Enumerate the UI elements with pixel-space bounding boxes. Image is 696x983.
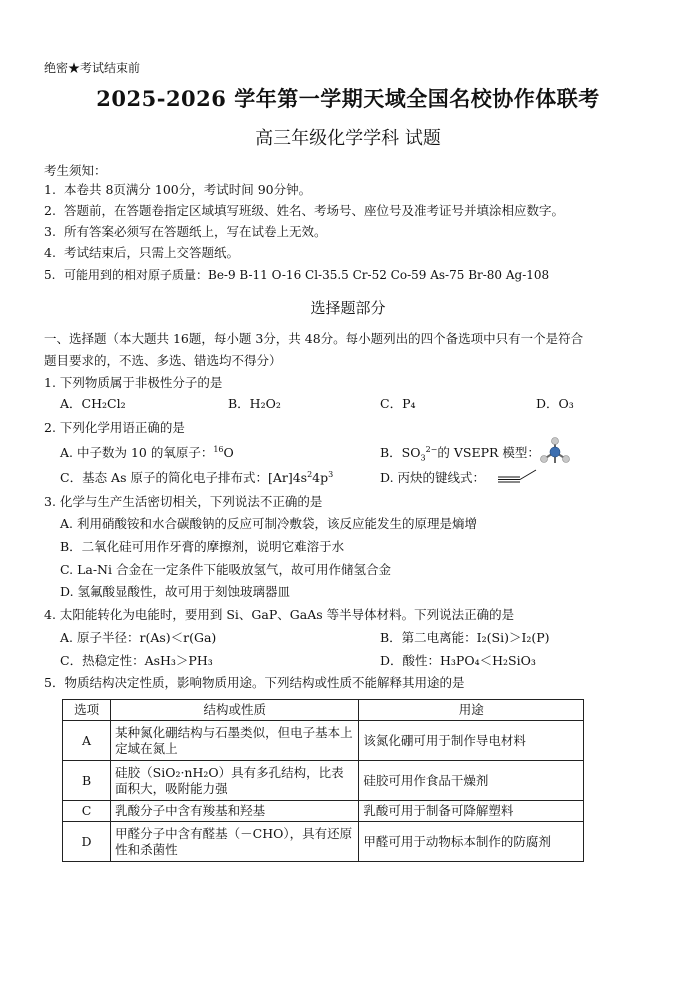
q2-option-b: B．$SO_3^{2-}$的 VSEPR 模型： [380, 444, 540, 463]
section-intro: 一、选择题（本大题共 16题，每小题 3分，共 48分。每小题列出的四个备选项中只有一个是符合 [44, 331, 584, 346]
table-cell: C [63, 801, 111, 822]
table-row [63, 822, 584, 862]
table-cell: 硅胶（SiO₂·nH₂O）具有多孔结构，比表面积大，吸附能力强 [111, 761, 359, 801]
exam-title: 2025-2026 学年第一学期天域全国名校协作体联考 [96, 86, 600, 111]
vsepr-model-image [538, 437, 572, 467]
q3-option-c: C. La-Ni 合金在一定条件下能吸放氢气，故可用作储氢合金 [60, 562, 391, 577]
q1-option-b: B．H₂O₂ [228, 396, 281, 411]
q1-option-a: A．CH₂Cl₂ [60, 396, 126, 411]
q3-option-b: B．二氧化硅可用作牙膏的摩擦剂，说明它难溶于水 [60, 539, 345, 554]
q4-stem: 4. 太阳能转化为电能时，要用到 Si、GaP、GaAs 等半导体材料。下列说法正确的是 [44, 607, 515, 622]
table-cell: 该氮化硼可用于制作导电材料 [359, 721, 584, 761]
q5-stem: 5．物质结构决定性质，影响物质用途。下列结构或性质不能解释其用途的是 [44, 675, 465, 690]
q2-option-c: C．基态 As 原子的简化电子排布式：$[Ar]4s^24p^3$ [60, 469, 334, 485]
q4-option-b: B．第二电离能：I₂(Si)＞I₂(P) [380, 630, 550, 645]
q2-option-a: A. 中子数为 10 的氧原子：$^{16}$O [60, 444, 234, 460]
q1-option-c: C．P₄ [380, 396, 416, 411]
table-cell: 乳酸可用于制备可降解塑料 [359, 801, 584, 822]
q3-stem: 3. 化学与生产生活密切相关，下列说法不正确的是 [44, 494, 323, 509]
table-header-row [63, 700, 584, 721]
table-header: 用途 [359, 700, 584, 721]
table-header: 选项 [63, 700, 111, 721]
q4-option-a: A. 原子半径：r(As)＜r(Ga) [60, 630, 217, 645]
q5-table [62, 699, 584, 862]
table-cell: 甲醛可用于动物标本制作的防腐剂 [359, 822, 584, 862]
notice-heading: 考生须知： [44, 163, 107, 178]
section-title: 选择题部分 [310, 299, 386, 317]
q1-option-d: D．O₃ [536, 396, 574, 411]
table-header: 结构或性质 [111, 700, 359, 721]
table-row [63, 801, 584, 822]
notice-item: 4. 考试结束后，只需上交答题纸。 [44, 245, 240, 260]
q4-option-c: C．热稳定性：AsH₃＞PH₃ [60, 653, 213, 668]
q4-option-d: D．酸性：H₃PO₄＜H₂SiO₃ [380, 653, 536, 668]
section-intro: 题目要求的，不选、多选、错选均不得分） [44, 353, 282, 368]
q3-option-a: A. 利用硝酸铵和水合碳酸钠的反应可制冷敷袋，该反应能发生的原理是熵增 [60, 516, 477, 531]
table-cell: 乳酸分子中含有羧基和羟基 [111, 801, 359, 822]
q2-stem: 2. 下列化学用语正确的是 [44, 420, 185, 435]
exam-subtitle: 高三年级化学学科 试题 [255, 128, 441, 149]
notice-item: 5. 可能用到的相对原子质量：Be-9 B-11 O-16 Cl-35.5 Cr-52 Co-59 As-75 Br-80 Ag-108 [44, 268, 550, 282]
notice-item: 1. 本卷共 8页满分 100分，考试时间 90分钟。 [44, 182, 312, 197]
table-cell: A [63, 721, 111, 761]
notice-item: 2. 答题前，在答题卷指定区域填写班级、姓名、考场号、座位号及准考证号并填涂相应数字。 [44, 203, 565, 218]
propyne-bondline-image [496, 469, 538, 483]
table-cell: 甲醛分子中含有醛基（－CHO），具有还原性和杀菌性 [111, 822, 359, 862]
q1-stem: 1. 下列物质属于非极性分子的是 [44, 375, 223, 390]
table-row [63, 761, 584, 801]
table-row [63, 721, 584, 761]
table-cell: D [63, 822, 111, 862]
table-cell: B [63, 761, 111, 801]
notice-item: 3. 所有答案必须写在答题纸上，写在试卷上无效。 [44, 224, 327, 239]
secret-label: 绝密★考试结束前 [44, 61, 141, 75]
q3-option-d: D. 氢氟酸显酸性，故可用于刻蚀玻璃器皿 [60, 584, 291, 599]
table-cell: 硅胶可用作食品干燥剂 [359, 761, 584, 801]
table-cell: 某种氮化硼结构与石墨类似，但电子基本上定域在氮上 [111, 721, 359, 761]
q2-option-d: D. 丙炔的键线式： [380, 470, 486, 485]
